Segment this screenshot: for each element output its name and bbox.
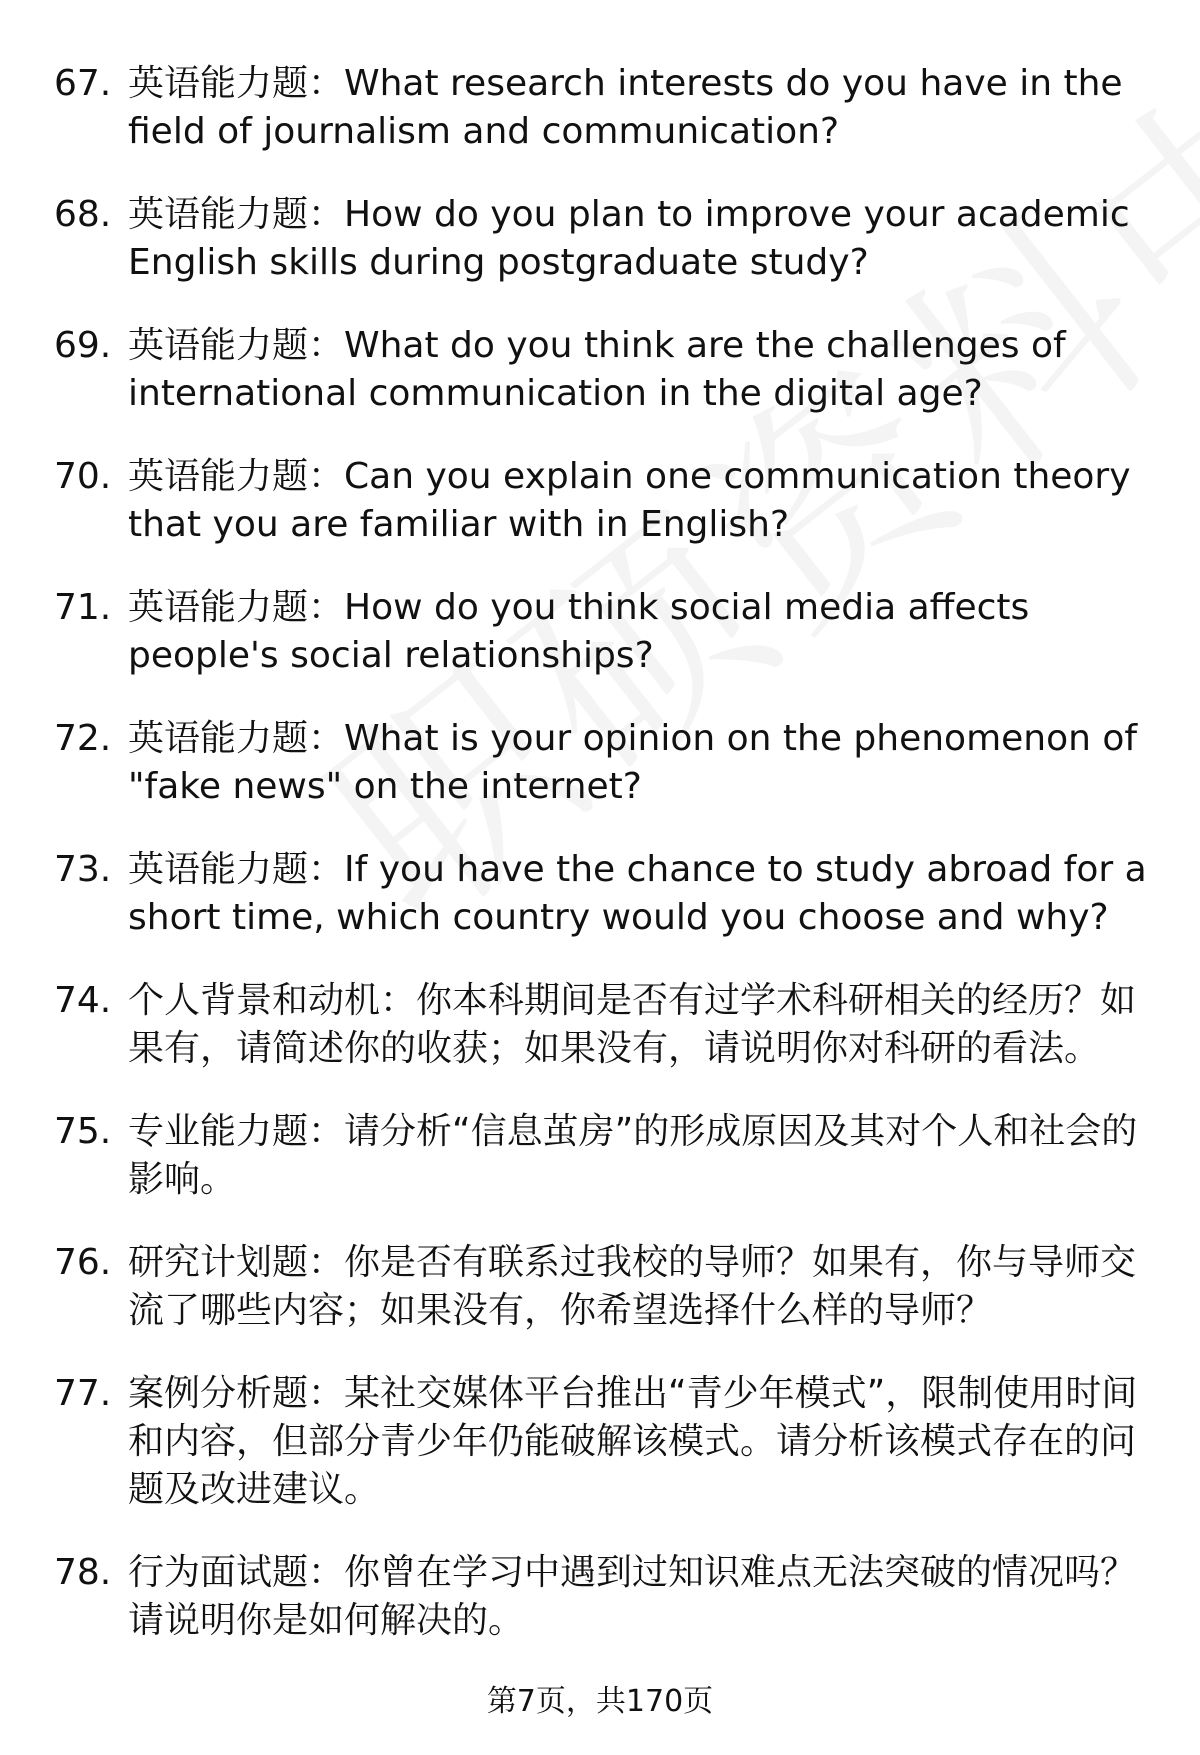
question-text: 个人背景和动机：你本科期间是否有过学术科研相关的经历？如果有，请简述你的收获；如果没有，请说明你对科研的看法。 bbox=[128, 980, 1137, 1069]
question-text: 研究计划题：你是否有联系过我校的导师？如果有，你与导师交流了哪些内容；如果没有，你希望选择什么样的导师？ bbox=[128, 1242, 1137, 1331]
question-number: 69. bbox=[54, 325, 112, 366]
question-item bbox=[54, 1239, 1164, 1335]
page-number-footer: 第7页，共170页 bbox=[486, 1684, 714, 1719]
question-text: 英语能力题：Can you explain one communication theory that you are familiar with in English? bbox=[128, 456, 1131, 545]
question-item bbox=[54, 715, 1164, 811]
question-number: 78. bbox=[54, 1552, 112, 1593]
question-item bbox=[54, 453, 1164, 549]
question-number: 68. bbox=[54, 194, 112, 235]
question-text: 行为面试题：你曾在学习中遇到过知识难点无法突破的情况吗？请说明你是如何解决的。 bbox=[128, 1552, 1137, 1641]
question-number: 77. bbox=[54, 1373, 112, 1414]
question-number: 71. bbox=[54, 587, 112, 628]
question-number: 73. bbox=[54, 849, 112, 890]
question-number: 67. bbox=[54, 63, 112, 104]
question-text: 英语能力题：If you have the chance to study abroad for a short time, which country would you choose and why? bbox=[128, 849, 1147, 938]
question-item bbox=[54, 1549, 1164, 1645]
question-number: 75. bbox=[54, 1111, 112, 1152]
question-text: 专业能力题：请分析“信息茧房”的形成原因及其对个人和社会的影响。 bbox=[128, 1111, 1138, 1200]
question-item bbox=[54, 1370, 1164, 1514]
question-item bbox=[54, 1108, 1164, 1204]
question-item bbox=[54, 584, 1164, 680]
question-number: 70. bbox=[54, 456, 112, 497]
question-number: 76. bbox=[54, 1242, 112, 1283]
question-item bbox=[54, 977, 1164, 1073]
question-text: 案例分析题：某社交媒体平台推出“青少年模式”，限制使用时间和内容，但部分青少年仍能破解该模式。请分析该模式存在的问题及改进建议。 bbox=[128, 1373, 1138, 1510]
question-text: 英语能力题：What is your opinion on the phenomenon of "fake news" on the internet? bbox=[128, 718, 1138, 807]
question-text: 英语能力题：What do you think are the challenges of international communication in the digital age? bbox=[128, 325, 1066, 414]
question-item bbox=[54, 846, 1164, 942]
question-number: 74. bbox=[54, 980, 112, 1021]
question-list bbox=[54, 60, 1164, 1680]
question-text: 英语能力题：How do you think social media affects people's social relationships? bbox=[128, 587, 1030, 676]
question-text: 英语能力题：How do you plan to improve your academic English skills during postgraduate study? bbox=[128, 194, 1130, 283]
question-number: 72. bbox=[54, 718, 112, 759]
question-text: 英语能力题：What research interests do you have in the field of journalism and communication? bbox=[128, 63, 1123, 152]
question-item bbox=[54, 322, 1164, 418]
question-item bbox=[54, 191, 1164, 287]
question-item bbox=[54, 60, 1164, 156]
